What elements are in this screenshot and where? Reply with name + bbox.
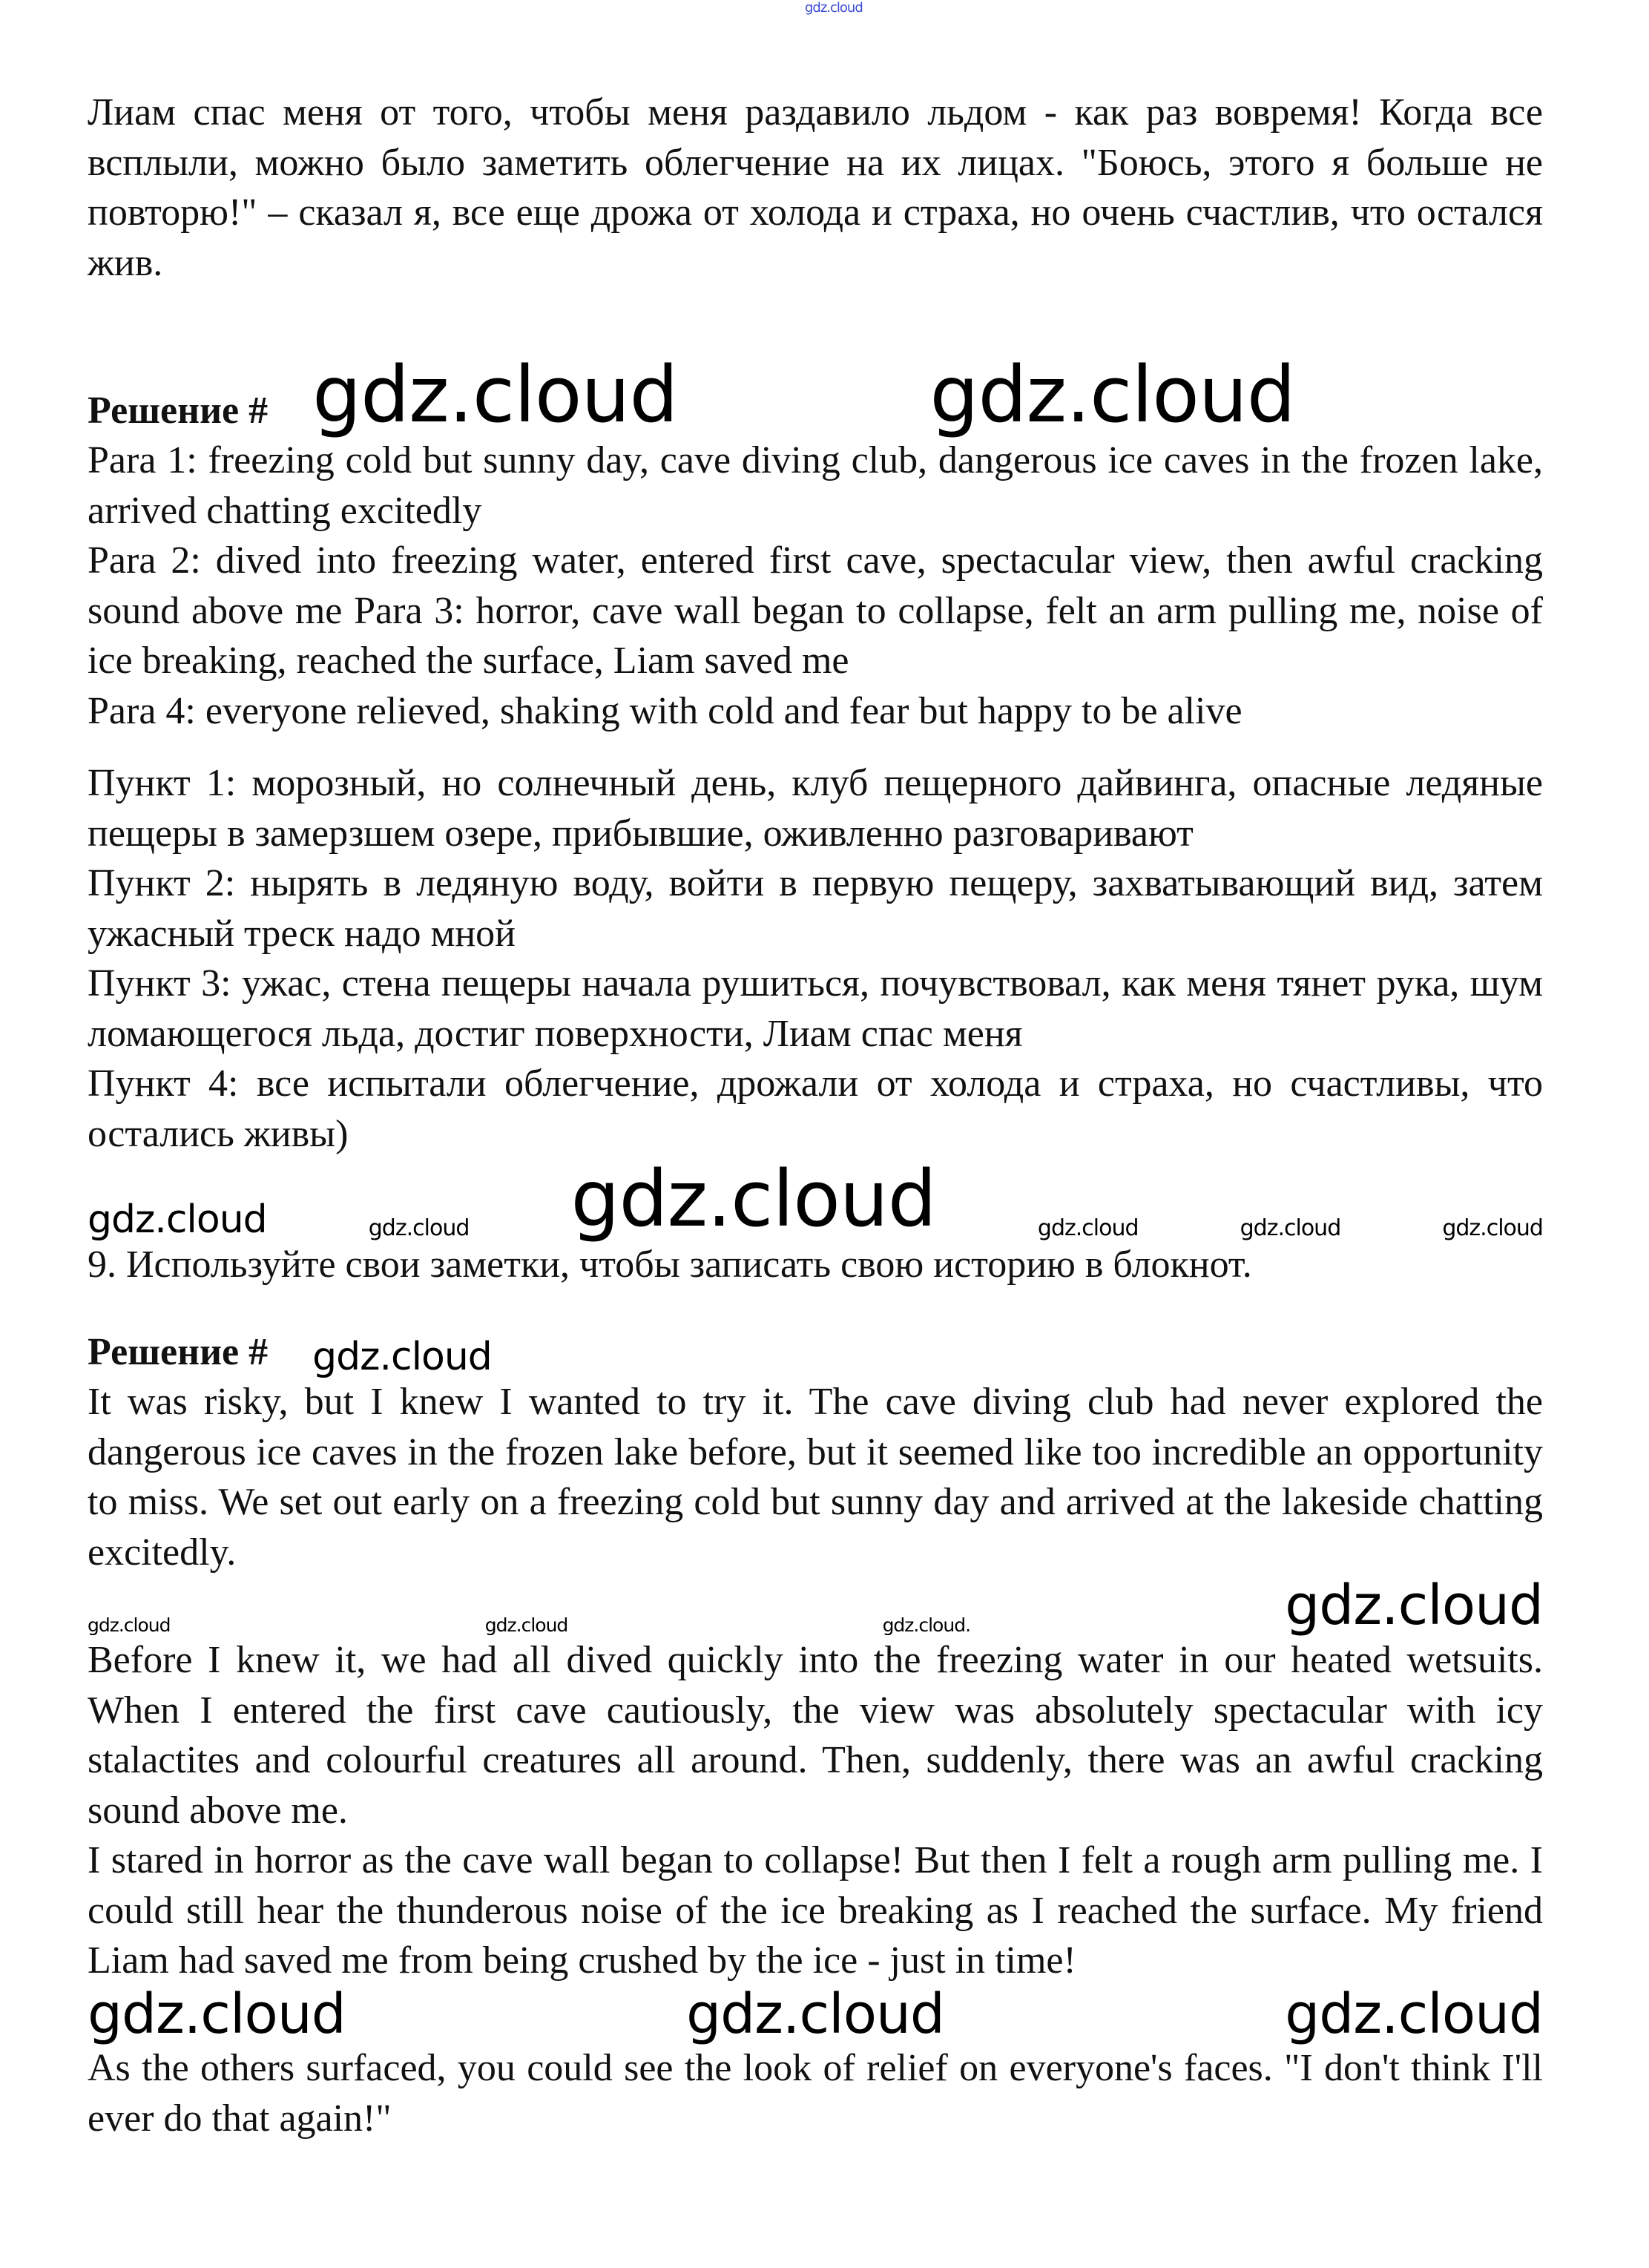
solution-heading-row-1 (88, 349, 1543, 440)
para-note: Para 4: everyone relieved, shaking with cold and fear but happy to be alive (88, 689, 1242, 732)
watermark: gdz.cloud (570, 1154, 936, 1245)
watermark-row (88, 1574, 1543, 1638)
notes-ru (88, 758, 1543, 1159)
para-note: Para 2: dived into freezing water, entered first cave, spectacular view, then awful cracking sound above me Para 3: horror, cave wall began to collapse, felt an arm pulling me, noise of ice breaking, reached the surface, Liam saved me (88, 539, 1543, 683)
watermark: gdz.cloud (1442, 1214, 1543, 1241)
intro-paragraph (88, 88, 1543, 288)
task-9: 9. Используйте свои заметки, чтобы записать свою историю в блокнот. (88, 1243, 1252, 1286)
watermark: gdz.cloud (484, 1614, 568, 1636)
para-note: Para 1: freezing cold but sunny day, cave diving club, dangerous ice caves in the frozen lake, arrived chatting excitedly (88, 439, 1543, 532)
watermark: gdz.cloud (929, 349, 1295, 440)
notes-en (88, 435, 1543, 736)
story-end (88, 2043, 1543, 2143)
para-note-ru: Пункт 1: морозный, но солнечный день, клуб пещерного дайвинга, опасные ледяные пещеры в замерзшем озере, прибывшие, оживленно разговаривают (88, 762, 1543, 855)
story-paragraph: It was risky, but I knew I wanted to try it. The cave diving club had never explored the dangerous ice caves in the frozen lake before, but it seemed like too incredible an opportunity to miss. We set out early on a freezing cold but sunny day and arrived at the lakeside chatting excitedly. (88, 1381, 1543, 1574)
solution-heading-row-2 (88, 1327, 1543, 1378)
watermark: gdz.cloud (1240, 1214, 1341, 1241)
watermark-row (88, 1154, 1543, 1245)
solution-heading-1: Решение # (88, 389, 269, 432)
intro-text: Лиам спас меня от того, чтобы меня раздавило льдом - как раз вовремя! Когда все всплыли, можно было заметить облегчение на их лицах. "Боюсь, этого я больше не повторю!" – сказал я, все еще дрожа от холода и страха, но очень счастлив, что остался жив. (88, 91, 1543, 284)
watermark: gdz.cloud (1285, 1982, 1543, 2046)
watermark: gdz.cloud (312, 349, 678, 440)
watermark: gdz.cloud (88, 1614, 171, 1636)
watermark: gdz.cloud (1285, 1574, 1543, 1638)
story-paragraph: As the others surfaced, you could see the look of relief on everyone's faces. "I don't think I'll ever do that again!" (88, 2047, 1543, 2140)
para-note-ru: Пункт 4: все испытали облегчение, дрожали от холода и страха, но счастливы, что остались живы) (88, 1062, 1543, 1155)
watermark-row (88, 1982, 1543, 2046)
watermark: gdz.cloud (88, 1982, 346, 2046)
watermark: gdz.cloud. (882, 1614, 971, 1636)
solution-heading-2: Решение # (88, 1330, 269, 1373)
para-note-ru: Пункт 3: ужас, стена пещеры начала рушиться, почувствовал, как меня тянет рука, шум ломающегося льда, достиг поверхности, Лиам спас меня (88, 962, 1543, 1055)
story (88, 1377, 1543, 1577)
document-column (88, 88, 1543, 2143)
para-note-ru: Пункт 2: нырять в ледяную воду, войти в первую пещеру, захватывающий вид, затем ужасный треск надо мной (88, 862, 1543, 955)
watermark: gdz.cloud (88, 1197, 267, 1242)
watermark: gdz.cloud (312, 1334, 492, 1379)
story-continued (88, 1635, 1543, 1986)
watermark: gdz.cloud (1037, 1214, 1139, 1241)
header-watermark: gdz.cloud (805, 0, 863, 16)
watermark: gdz.cloud (686, 1982, 944, 2046)
story-paragraph: Before I knew it, we had all dived quickly into the freezing water in our heated wetsuits. When I entered the first cave cautiously, the view was absolutely spectacular with icy stalactites and colourful creatures all around. Then, suddenly, there was an awful cracking sound above me. (88, 1639, 1543, 1832)
watermark: gdz.cloud (368, 1214, 470, 1241)
story-paragraph: I stared in horror as the cave wall began to collapse! But then I felt a rough arm pulling me. I could still hear the thunderous noise of the ice breaking as I reached the surface. My friend Liam had saved me from being crushed by the ice - just in time! (88, 1839, 1543, 1982)
